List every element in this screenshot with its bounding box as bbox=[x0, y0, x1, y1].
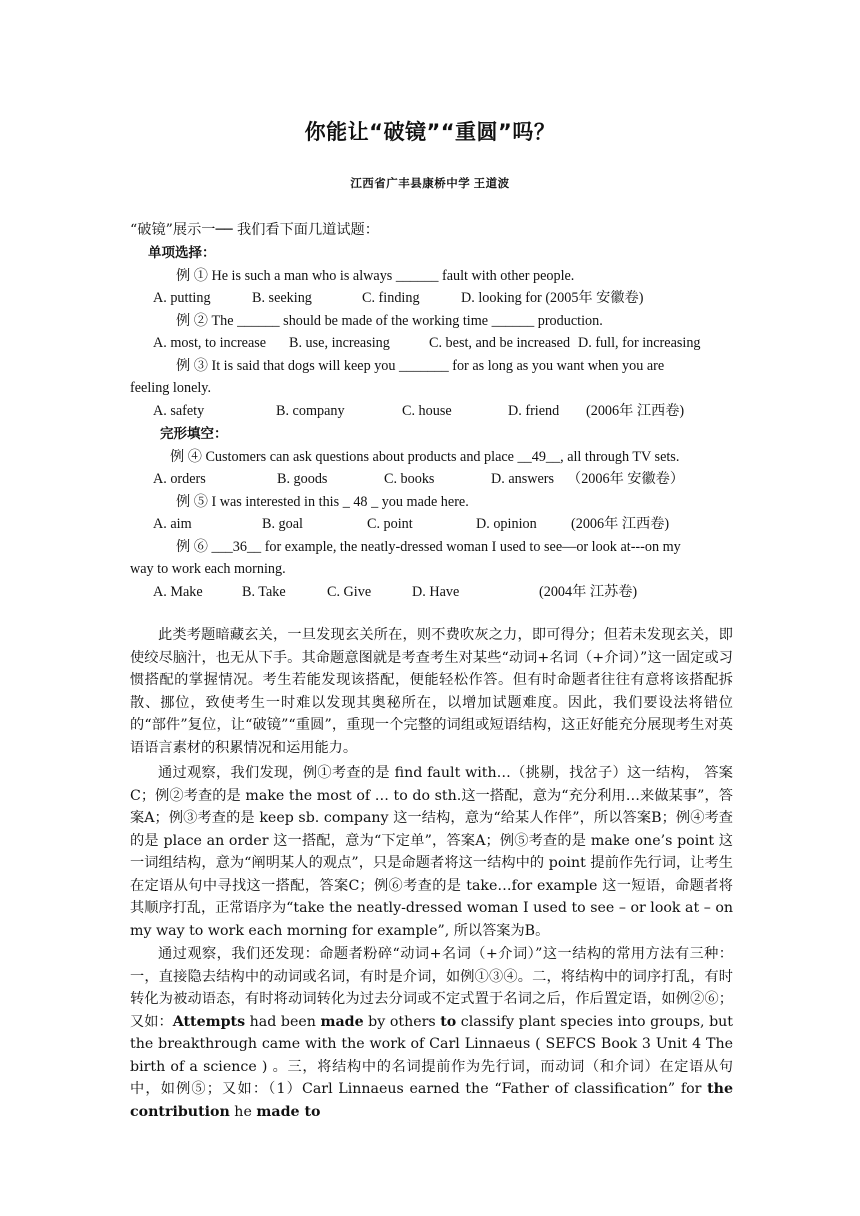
option-d: D. opinion bbox=[476, 516, 537, 532]
intro-line: “破镜”展示一── 我们看下面几道试题： bbox=[130, 222, 379, 238]
question-2-stem: 例 ② The ______ should be made of the working time ______ production. bbox=[176, 313, 603, 329]
question-4-stem: 例 ④ Customers can ask questions about products and place __49__, all through TV sets. bbox=[170, 449, 680, 465]
option-d: D. Have bbox=[412, 584, 460, 600]
source-tag: (2006年 江西卷) bbox=[586, 403, 685, 419]
question-5-stem: 例 ⑤ I was interested in this _ 48 _ you made here. bbox=[176, 494, 469, 510]
source-tag: (2006年 江西卷) bbox=[571, 516, 670, 532]
option-a: A. putting bbox=[153, 290, 211, 306]
option-c: C. finding bbox=[362, 290, 420, 306]
option-d: D. looking for (2005年 安徽卷) bbox=[461, 290, 644, 306]
option-c: C. Give bbox=[327, 584, 372, 600]
analysis-paragraph-3: 通过观察，我们还发现：命题者粉碎“动词+名词（+介词）”这一结构的常用方法有三种：一，直接隐去结构中的动词或名词，有时是介词，如例①③④。二，将结构中的词序打乱，有时转化为被动语态，有时将动词转化为过去分词或不定式置于名词之后，作后置定语，如例②⑥；又如：Attempts had been made by others to classify plant species into groups, but the breakthrough came with the work of Carl Linnaeus ( SEFCS Book 3 Unit 4 The birth of a science ) 。三，将结构中的名词提前作为先行词，而动词（和介词）在定语从句中，如例⑤；又如：（1）Carl Linnaeus earned the “Father of classification” for the contribution he made to bbox=[130, 946, 733, 1120]
page-title: 你能让“破镜”“重圆”吗？ bbox=[304, 120, 556, 144]
option-c: C. books bbox=[384, 471, 435, 487]
question-3-stem: 例 ③ It is said that dogs will keep you _______ for as long as you want when you are bbox=[176, 358, 665, 374]
question-2-options bbox=[153, 332, 701, 354]
option-d: D. full, for increasing bbox=[578, 335, 701, 351]
section-heading-cloze: 完形填空： bbox=[160, 426, 228, 442]
option-b: B. goal bbox=[262, 516, 303, 532]
question-6-stem-continued: way to work each morning. bbox=[130, 561, 286, 577]
analysis-paragraph-2: 通过观察，我们发现，例①考查的是 find fault with…（挑剔，找岔子）这一结构， 答案C；例②考查的是 make the most of … to do sth.这一搭配，意为“充分利用…来做某事”，答案A；例③考查的是 keep sb. company 这一结构，意为“给某人作伴”，所以答案B；例④考查的是 place an order 这一搭配，意为“下定单”，答案A；例⑤考查的是 make one’s point 这一词组结构，意为“阐明某人的观点”，只是命题者将这一结构中的 point 提前作先行词，让考生在定语从句中寻找这一搭配，答案C；例⑥考查的是 take…for example 这一短语，命题者将其顺序打乱，正常语序为“take the neatly-dressed woman I used to see – or look at – on my way to work each morning for example”, 所以答案为B。 bbox=[130, 765, 733, 939]
option-c: C. house bbox=[402, 403, 452, 419]
question-3-stem-continued: feeling lonely. bbox=[130, 380, 212, 396]
source-tag: （2006年 安徽卷） bbox=[567, 471, 685, 487]
question-5-options bbox=[153, 513, 670, 535]
author-line: 江西省广丰县康桥中学 王道波 bbox=[350, 178, 510, 190]
option-b: B. use, increasing bbox=[289, 335, 390, 351]
option-b: B. goods bbox=[277, 471, 328, 487]
option-b: B. seeking bbox=[252, 290, 312, 306]
question-1-options bbox=[153, 287, 644, 309]
option-a: A. most, to increase bbox=[153, 335, 267, 351]
answer-blank: _ 48 _ bbox=[342, 494, 379, 510]
question-6-options bbox=[153, 581, 638, 603]
option-b: B. company bbox=[276, 403, 345, 419]
option-c: C. best, and be increased bbox=[429, 335, 571, 351]
question-3-options bbox=[153, 400, 685, 422]
answer-blank: ___36__ bbox=[211, 539, 262, 555]
option-d: D. answers bbox=[491, 471, 555, 487]
option-a: A. Make bbox=[153, 584, 203, 600]
analysis-paragraph-1: 此类考题暗藏玄关，一旦发现玄关所在，则不费吹灰之力，即可得分；但若未发现玄关，即使绞尽脑汁，也无从下手。其命题意图就是考查考生对某些“动词+名词（+介词）”这一固定或习惯搭配的掌握情况。考生若能发现该搭配，便能轻松作答。但有时命题者往往有意将该搭配拆散、挪位，致使考生一时难以发现其奥秘所在，以增加试题难度。因此，我们要设法将错位的“部件”复位，让“破镜”“重圆”，重现一个完整的词组或短语结构，这正好能充分展现考生对英语语言素材的积累情况和运用能力。 bbox=[130, 627, 733, 756]
answer-blank: __49__ bbox=[517, 449, 561, 465]
option-a: A. safety bbox=[153, 403, 205, 419]
option-b: B. Take bbox=[242, 584, 286, 600]
section-heading-single-choice: 单项选择： bbox=[148, 245, 216, 261]
option-a: A. orders bbox=[153, 471, 206, 487]
question-6-stem: 例 ⑥ ___36__ for example, the neatly-dressed woman I used to see—or look at---on my bbox=[176, 539, 681, 555]
question-1-stem: 例 ① He is such a man who is always ______ fault with other people. bbox=[176, 268, 575, 284]
option-c: C. point bbox=[367, 516, 413, 532]
option-d: D. friend bbox=[508, 403, 560, 419]
question-4-options bbox=[153, 468, 685, 490]
option-a: A. aim bbox=[153, 516, 192, 532]
source-tag: (2004年 江苏卷) bbox=[539, 584, 638, 600]
